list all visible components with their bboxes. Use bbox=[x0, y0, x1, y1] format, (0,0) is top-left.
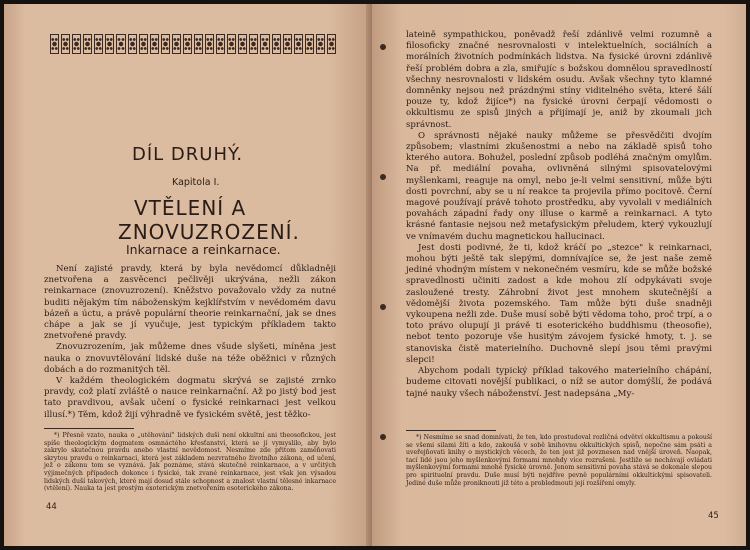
binding-hole bbox=[380, 304, 386, 310]
chapter-title-line2: ZNOVUZROZENÍ. bbox=[118, 220, 300, 244]
footnote-rule bbox=[44, 428, 134, 429]
paragraph: V každém theologickém dogmatu skrývá se zajisté zrnko pravdy, což platí zvláště o nauce reinkarnační. Až po jistý bod jest tato pravdivou, avšak učení o fysické reinkarnaci jest velkou illusí.*) Těm, kdož žijí výhradně ve fysickém světě, jest těžko- bbox=[44, 376, 336, 420]
paragraph: Abychom podali typický příklad takového materielního chápání, budeme citovati novější publikaci, o níž se autor domýšlí, že podává tajné nauky všech náboženství. Jest nadepsána „My- bbox=[406, 366, 712, 399]
binding-hole bbox=[380, 434, 386, 440]
right-body-text bbox=[406, 30, 712, 400]
binding-hole bbox=[380, 44, 386, 50]
left-body-text bbox=[44, 264, 336, 421]
right-page bbox=[372, 4, 746, 546]
footnote-text: *) Přesně vzato, nauka o „utěhování" lidských duší není okkultní ani theosofickou, jest spíše theologickým dogmatem osmnáctého křesťanství, která se jí vymyslilo, aby bylo zakrylo skutečnou pravdu anebo vlastní nevědomost. Nesmíme zde přitom zaměňovati skrytou pravdu o reinkarnaci, která jest základem nezvratného životního zákona, od učení, jež o zákonu tom se vyznává. Jak poznáme, stává skutečně reinkarnace, a v určitých výjimečných případech dokonce i fysické, tak zvané reinkarnace, jest však jen výsadou lidských duší takových, které mají dosud stále schopnost a znalost vlastní tělesné inkarnace (vtělení). Nauka ta jest prostým exoterickým znetvořením esoterického zákona. bbox=[44, 432, 336, 493]
paragraph: Není zajisté pravdy, která by byla nevědomcí důkladněji znetvořena a zasvěcenci pečlivěji ukrývána, nežli zákon reinkarnace (znovuzrození). Kněžstvo považovalo vždy za nutné buditi nějakým tím náboženským kejklířstvím v nevědomém davu bázeň a úctu, a právě populární theorie reinkarnační, jak se dnes chápe a jak se jí vyučuje, jest typickým příkladem takto znetvořené pravdy. bbox=[44, 264, 336, 342]
left-page bbox=[4, 4, 372, 546]
part-heading: DÍL DRUHÝ. bbox=[132, 144, 244, 165]
ornament-border bbox=[50, 34, 336, 54]
paragraph: Znovuzrozením, jak můžeme dnes všude slyšeti, míněna jest nauka o znovuvtělování lidské duše na téže oběžnici v různých dobách a do rozmanitých těl. bbox=[44, 342, 336, 375]
right-footnote bbox=[406, 434, 712, 487]
page-number-left: 44 bbox=[46, 502, 57, 512]
paragraph: lateině sympathickou, poněvadž řeší zdánlivě velmi rozumně a filosoficky značné nesrovnalosti v intelektuelních, sociálních a morálních životních podmínkách lidstva. Na fysické úrovni zdánlivě řeší problém dobra a zla, smiřujíc s božskou domnělou spravedlností všechny nesrovnalosti v lidském osudu. Avšak všechny tyto klamné domněnky nejsou než prázdnými stíny viditelného světa, které šálí pouze ty, kdož žijíce*) na fysické úrovni čerpají vědomosti o okkultismu ze spisů jiných a přijímají je, aniž by zkoumali jich správnost. bbox=[406, 30, 712, 130]
chapter-subtitle: Inkarnace a reinkarnace. bbox=[126, 242, 281, 257]
footnote-rule bbox=[406, 430, 496, 431]
paragraph: Jest dosti podivné, že ti, kdož kráčí po „stezce" k reinkarnaci, mohou býti ještě tak slepými, domnívajíce se, že jest naše země jediné vhodným místem v nekonečném vesmíru, kde se může božské spravedlnosti učiniti zadost a kde mohou zlí odpykávati svoje zasloužené tresty. Záhrobní život jest mnohem skutečnější a vědomější života pozemského. Tam může býti duše snadněji vykoupena nežli zde. Duše musí sobě býti vědoma toho, proč trpí, a o toto právo olupují ji právě ti esoterického buddhismu (theosofie), nebot tento pozoruje vše husitým závojem fysické hmoty, t. j. se stanoviska čistě materielního. Duchovně slepí jsou těmi pravými slepci! bbox=[406, 242, 712, 365]
paragraph: O správnosti nějaké nauky můžeme se přesvědčiti dvojím způsobem; vlastními zkušenostmi a nebo na základě spisů toho kterého autora. Bohužel, poslední způsob podléhá značným omylům. Na př. mediální povaha, ovlivněná silnými spisovatelovými myšlenkami, reaguje na omyl, nebo je-li velmi sensitivní, může býti dosti povrchní, aby se u ní reakce ta projevila přímo pocitově. Černí magové používají právě tohoto prostředku, aby vyvolali v mediálních povahách západní řady ony illuse o karmě a reinkarnaci. A tyto krásné fantasie nejsou než metafysickým přeludem, který vykouzlují ve vnímavém duchu magnetickou hallucinaci. bbox=[406, 130, 712, 242]
chapter-title-line1: VTĚLENÍ A bbox=[134, 196, 247, 220]
open-book bbox=[4, 4, 746, 546]
footnote-text: *) Nesmíme se snad domnívati, že ten, kdo prostudoval rozličná odvětví okkultismu a pokouší se všemi silami žíti a kdo, zakoušá v sobě knihovnu okkultických spisů, nepočne sám psáti a uveřejňovati knihy o mystických věcech, že ten jest již povznesen nad vnější úroveň. Naopak, tací lidé jsou jeho myšlenkovými formami mnohdy více rozrušeni. Jestliže se nechávají ovládati myšlenkovými formami mnohé fysické úrovně. Jenom sensitivní povaha stává se dokonale slepou pro spirituelní pravdu. Duše musí býti nejdříve pevně populárními okkultickými spisovateli. Jediné duše může proniknouti již této a probledmouti její rozšíření omyly. bbox=[406, 434, 712, 487]
chapter-label: Kapitola I. bbox=[172, 177, 220, 188]
page-number-right: 45 bbox=[708, 511, 719, 521]
binding-hole bbox=[380, 174, 386, 180]
left-footnote bbox=[44, 432, 336, 493]
